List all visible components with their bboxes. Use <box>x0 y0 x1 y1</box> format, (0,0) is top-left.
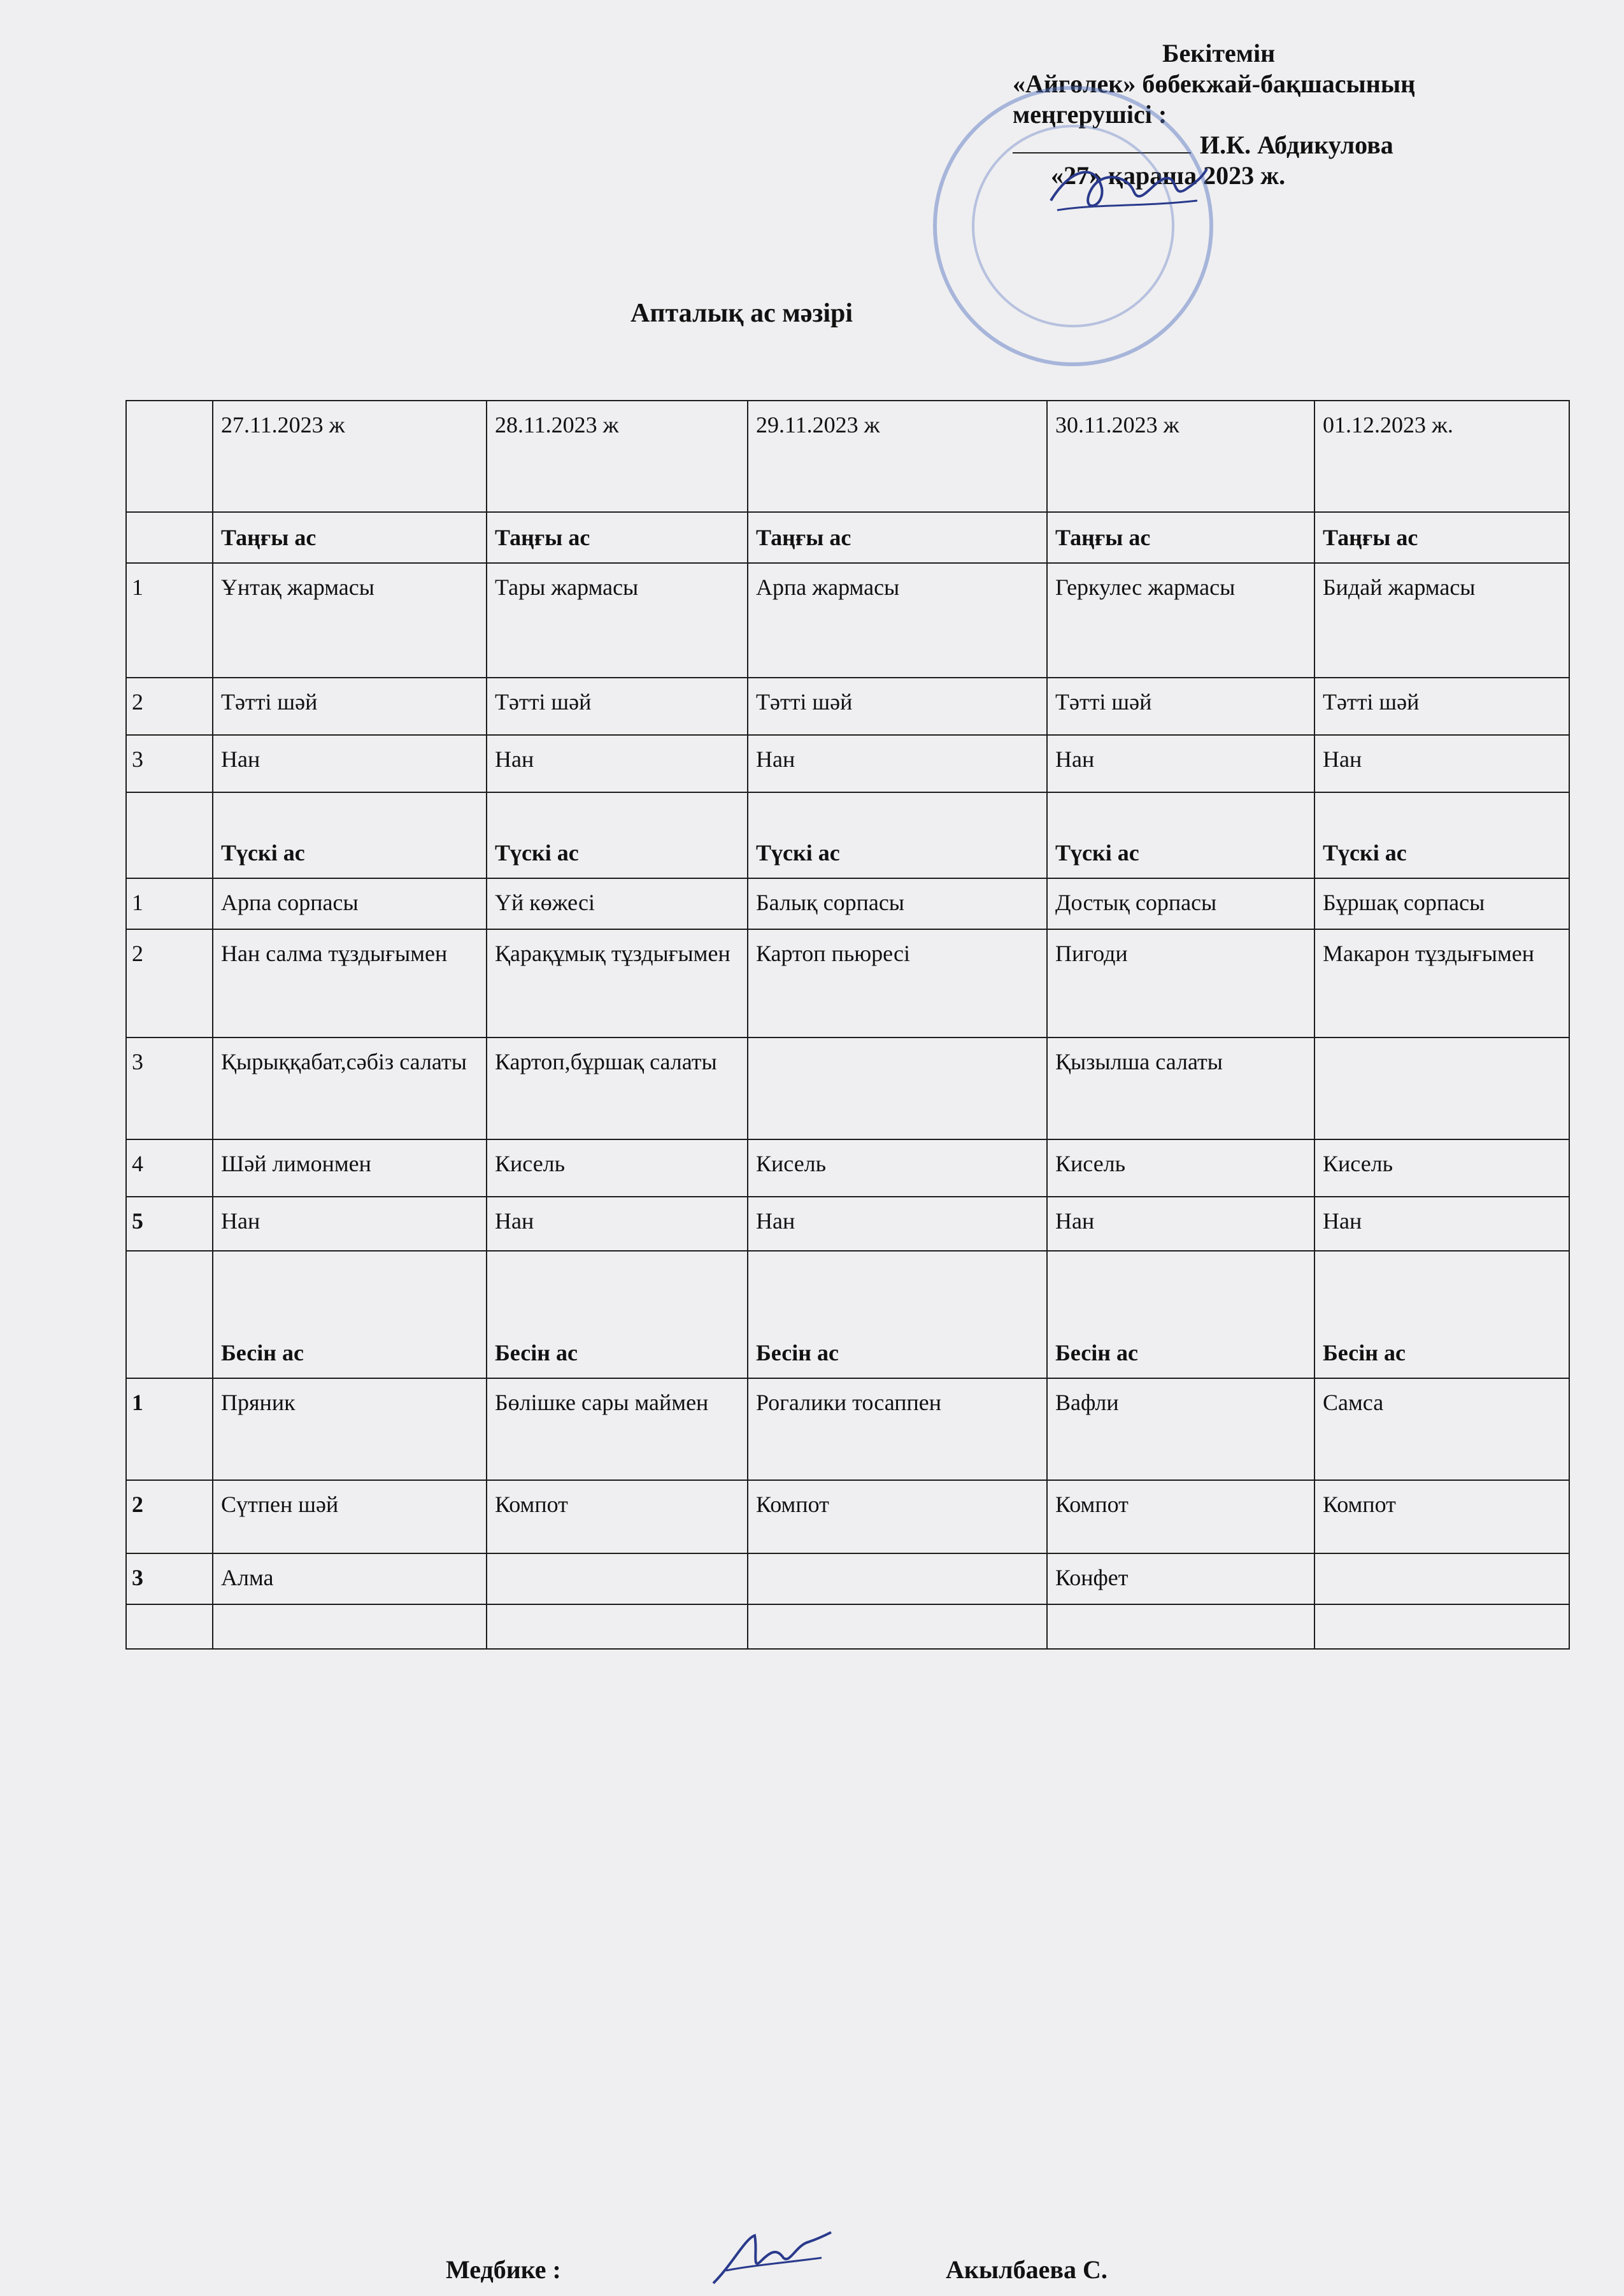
table-row <box>126 1378 1569 1480</box>
dish-cell: Кисель <box>1314 1139 1569 1197</box>
table-row <box>126 563 1569 678</box>
empty-row <box>126 1604 1569 1649</box>
dish-cell: Самса <box>1314 1378 1569 1480</box>
row-number: 2 <box>126 678 213 735</box>
nurse-label: Медбике : <box>446 2255 561 2284</box>
dish-cell <box>748 1553 1047 1604</box>
breakfast-header-row <box>126 512 1569 563</box>
dish-cell: Нан салма тұздығымен <box>213 929 487 1037</box>
row-number: 3 <box>126 1553 213 1604</box>
dish-cell: Балық сорпасы <box>748 878 1047 929</box>
snack-header-row <box>126 1251 1569 1378</box>
row-number: 1 <box>126 563 213 678</box>
table-row <box>126 1139 1569 1197</box>
dish-cell: Тәтті шәй <box>1047 678 1314 735</box>
meal-header: Таңғы ас <box>1047 512 1314 563</box>
meal-header: Таңғы ас <box>1314 512 1569 563</box>
table-row <box>126 678 1569 735</box>
dish-cell: Тәтті шәй <box>1314 678 1569 735</box>
table-row <box>126 878 1569 929</box>
dish-cell: Тары жармасы <box>487 563 748 678</box>
row-number: 5 <box>126 1197 213 1251</box>
approval-position: меңгерушісі : <box>1013 100 1167 129</box>
dish-cell: Сүтпен шәй <box>213 1480 487 1553</box>
dish-cell: Пигоди <box>1047 929 1314 1037</box>
meal-header: Түскі ас <box>213 792 487 878</box>
dish-cell <box>748 1037 1047 1139</box>
corner-cell <box>126 401 213 512</box>
row-number: 2 <box>126 1480 213 1553</box>
dish-cell: Вафли <box>1047 1378 1314 1480</box>
meal-header: Таңғы ас <box>213 512 487 563</box>
table-row <box>126 1480 1569 1553</box>
dish-cell: Арпа сорпасы <box>213 878 487 929</box>
page-title: Апталық ас мәзірі <box>630 299 853 328</box>
dish-cell: Геркулес жармасы <box>1047 563 1314 678</box>
table-row <box>126 1037 1569 1139</box>
official-stamp <box>933 86 1213 366</box>
meal-header: Бесін ас <box>1047 1251 1314 1378</box>
meal-header: Таңғы ас <box>748 512 1047 563</box>
date-cell: 29.11.2023 ж <box>748 401 1047 512</box>
dish-cell: Пряник <box>213 1378 487 1480</box>
dish-cell: Бөлішке сары маймен <box>487 1378 748 1480</box>
dish-cell: Макарон тұздығымен <box>1314 929 1569 1037</box>
approval-date: «27» қараша 2023 ж. <box>1051 161 1286 190</box>
table-row <box>126 929 1569 1037</box>
dish-cell: Кисель <box>1047 1139 1314 1197</box>
dish-cell: Нан <box>1314 735 1569 792</box>
dish-cell: Қырыққабат,сәбіз салаты <box>213 1037 487 1139</box>
date-cell: 30.11.2023 ж <box>1047 401 1314 512</box>
dish-cell: Компот <box>1047 1480 1314 1553</box>
meal-header: Түскі ас <box>1314 792 1569 878</box>
dish-cell: Бұршақ сорпасы <box>1314 878 1569 929</box>
dish-cell: Кисель <box>748 1139 1047 1197</box>
dish-cell <box>487 1553 748 1604</box>
lunch-header-row <box>126 792 1569 878</box>
dish-cell: Конфет <box>1047 1553 1314 1604</box>
director-signature <box>1044 156 1210 226</box>
dish-cell: Нан <box>748 735 1047 792</box>
table-row <box>126 1197 1569 1251</box>
dish-cell: Шәй лимонмен <box>213 1139 487 1197</box>
dish-cell: Нан <box>213 735 487 792</box>
dish-cell: Тәтті шәй <box>748 678 1047 735</box>
dish-cell: Компот <box>487 1480 748 1553</box>
dish-cell <box>1314 1553 1569 1604</box>
row-number: 1 <box>126 878 213 929</box>
table-row <box>126 735 1569 792</box>
row-number: 2 <box>126 929 213 1037</box>
dish-cell: Үй көжесі <box>487 878 748 929</box>
meal-header: Бесін ас <box>487 1251 748 1378</box>
dish-cell: Нан <box>213 1197 487 1251</box>
dish-cell: Нан <box>748 1197 1047 1251</box>
date-cell: 28.11.2023 ж <box>487 401 748 512</box>
meal-header: Түскі ас <box>487 792 748 878</box>
dish-cell: Картоп пьюресі <box>748 929 1047 1037</box>
dish-cell: Нан <box>1314 1197 1569 1251</box>
meal-header: Бесін ас <box>1314 1251 1569 1378</box>
dish-cell: Тәтті шәй <box>487 678 748 735</box>
dish-cell: Кисель <box>487 1139 748 1197</box>
meal-header: Түскі ас <box>1047 792 1314 878</box>
dish-cell: Нан <box>1047 1197 1314 1251</box>
row-number: 3 <box>126 1037 213 1139</box>
table-row <box>126 1553 1569 1604</box>
dish-cell: Нан <box>487 735 748 792</box>
row-number: 1 <box>126 1378 213 1480</box>
meal-header: Бесін ас <box>213 1251 487 1378</box>
dish-cell: Нан <box>487 1197 748 1251</box>
dish-cell <box>1314 1037 1569 1139</box>
dish-cell: Алма <box>213 1553 487 1604</box>
meal-header: Таңғы ас <box>487 512 748 563</box>
dish-cell: Нан <box>1047 735 1314 792</box>
weekly-menu-table <box>125 400 1570 1650</box>
date-cell: 01.12.2023 ж. <box>1314 401 1569 512</box>
dish-cell: Қызылша салаты <box>1047 1037 1314 1139</box>
dish-cell: Ұнтақ жармасы <box>213 563 487 678</box>
meal-header: Бесін ас <box>748 1251 1047 1378</box>
row-number: 4 <box>126 1139 213 1197</box>
approval-organization: «Айгөлек» бөбекжай-бақшасының <box>1013 69 1416 98</box>
dish-cell: Рогалики тосаппен <box>748 1378 1047 1480</box>
dish-cell: Бидай жармасы <box>1314 563 1569 678</box>
dish-cell: Қарақұмық тұздығымен <box>487 929 748 1037</box>
approval-name: И.К. Абдикулова <box>1200 131 1393 159</box>
date-cell: 27.11.2023 ж <box>213 401 487 512</box>
date-row <box>126 401 1569 512</box>
nurse-signature <box>707 2226 834 2296</box>
dish-cell: Тәтті шәй <box>213 678 487 735</box>
dish-cell: Компот <box>1314 1480 1569 1553</box>
dish-cell: Арпа жармасы <box>748 563 1047 678</box>
row-number: 3 <box>126 735 213 792</box>
dish-cell: Достық сорпасы <box>1047 878 1314 929</box>
nurse-name: Акылбаева С. <box>946 2255 1108 2284</box>
meal-header: Түскі ас <box>748 792 1047 878</box>
approval-heading: Бекітемін <box>1162 39 1276 68</box>
dish-cell: Картоп,бұршақ салаты <box>487 1037 748 1139</box>
dish-cell: Компот <box>748 1480 1047 1553</box>
